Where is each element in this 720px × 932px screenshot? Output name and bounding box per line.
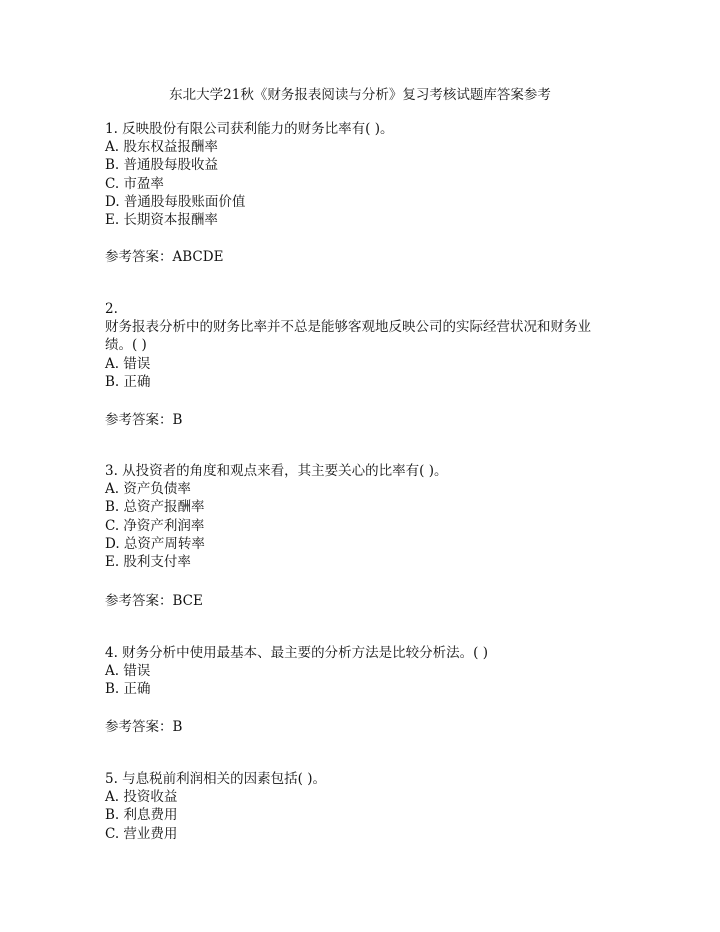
option-b: B. 正确	[105, 681, 151, 698]
answer-label: 参考答案：	[105, 593, 173, 609]
option-a: A. 投资收益	[105, 789, 178, 806]
answer-label: 参考答案：	[105, 249, 173, 265]
answer-4	[105, 718, 182, 736]
answer-label: 参考答案：	[105, 719, 173, 735]
question-stem: 5. 与息税前利润相关的因素包括( )。	[105, 771, 326, 787]
answer-3	[105, 592, 203, 610]
answer-1	[105, 248, 223, 266]
answer-label: 参考答案：	[105, 412, 173, 428]
question-number: 2.	[105, 301, 118, 317]
option-b: B. 总资产报酬率	[105, 499, 205, 516]
question-5	[105, 770, 625, 843]
option-e: E. 股利支付率	[105, 553, 191, 570]
answer-value: ABCDE	[172, 249, 224, 265]
answer-value: B	[172, 412, 183, 428]
question-1	[105, 120, 625, 229]
answer-value: BCE	[172, 593, 203, 609]
question-stem: 3. 从投资者的角度和观点来看，其主要关心的比率有( )。	[105, 463, 448, 479]
question-stem: 财务报表分析中的财务比率并不总是能够客观地反映公司的实际经营状况和财务业	[105, 319, 591, 336]
option-e: E. 长期资本报酬率	[105, 211, 218, 228]
option-a: A. 股东权益报酬率	[105, 139, 218, 156]
question-stem: 4. 财务分析中使用最基本、最主要的分析方法是比较分析法。( )	[105, 645, 488, 661]
option-d: D. 总资产周转率	[105, 535, 205, 552]
document-title: 东北大学21秋《财务报表阅读与分析》复习考核试题库答案参考	[169, 87, 551, 103]
option-b: B. 利息费用	[105, 807, 178, 824]
answer-2	[105, 411, 182, 429]
option-c: C. 净资产利润率	[105, 517, 205, 534]
option-a: A. 资产负债率	[105, 481, 191, 498]
option-c: C. 市盈率	[105, 175, 164, 192]
question-4	[105, 644, 625, 699]
question-3	[105, 462, 625, 571]
option-b: B. 普通股每股收益	[105, 157, 219, 174]
option-d: D. 普通股每股账面价值	[105, 193, 246, 210]
question-stem-continued: 绩。( )	[105, 337, 147, 354]
question-2	[105, 300, 625, 391]
option-a: A. 错误	[105, 663, 151, 680]
question-stem: 1. 反映股份有限公司获利能力的财务比率有( )。	[105, 121, 394, 137]
answer-value: B	[172, 719, 183, 735]
option-b: B. 正确	[105, 373, 151, 390]
option-a: A. 错误	[105, 355, 151, 372]
option-c: C. 营业费用	[105, 825, 178, 842]
